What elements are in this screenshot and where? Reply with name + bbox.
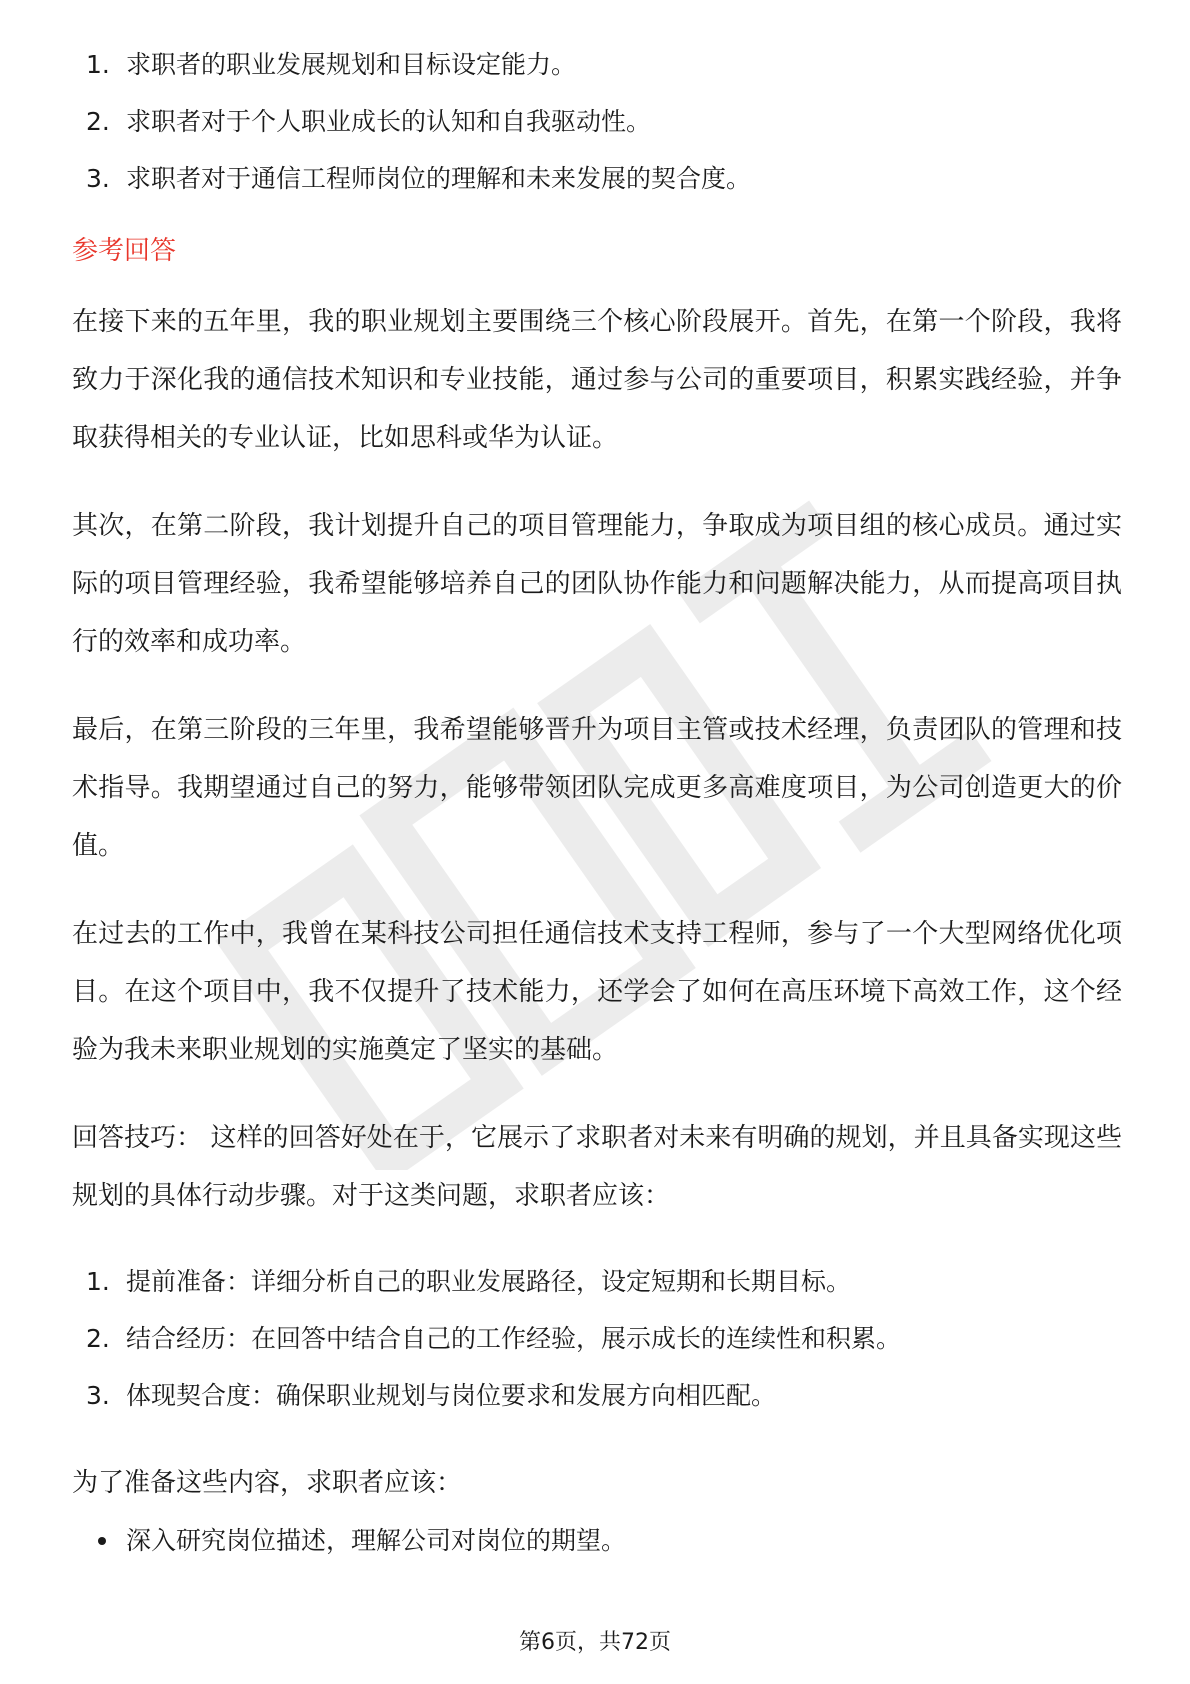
list-item-text: 求职者对于通信工程师岗位的理解和未来发展的契合度。	[126, 164, 752, 193]
tips-list	[72, 1253, 1122, 1424]
answer-paragraph: 在接下来的五年里，我的职业规划主要围绕三个核心阶段展开。首先，在第一个阶段，我将致力于深化我的通信技术知识和专业技能，通过参与公司的重要项目，积累实践经验，并争取获得相关的专业认证，比如思科或华为认证。	[72, 307, 1122, 453]
list-item	[72, 1253, 1122, 1310]
prepare-bullet-list	[72, 1512, 1122, 1569]
bullet-item-text: 深入研究岗位描述，理解公司对岗位的期望。	[126, 1526, 627, 1555]
list-item-text: 提前准备：详细分析自己的职业发展路径，设定短期和长期目标。	[126, 1267, 852, 1296]
bullet-dot-icon	[98, 1537, 106, 1545]
list-item-text: 结合经历：在回答中结合自己的工作经验，展示成长的连续性和积累。	[126, 1324, 902, 1353]
list-item-text: 求职者对于个人职业成长的认知和自我驱动性。	[126, 107, 652, 136]
page-number-footer: 第6页，共72页	[519, 1630, 671, 1655]
list-item-text: 求职者的职业发展规划和目标设定能力。	[126, 50, 577, 79]
list-item	[72, 93, 1122, 150]
bullet-item	[72, 1512, 1122, 1569]
page-content	[72, 36, 1122, 1569]
list-item	[72, 1310, 1122, 1367]
list-number: 3.	[86, 1381, 110, 1410]
answer-paragraph: 在过去的工作中，我曾在某科技公司担任通信技术支持工程师，参与了一个大型网络优化项目。在这个项目中，我不仅提升了技术能力，还学会了如何在高压环境下高效工作，这个经验为我未来职业规划的实施奠定了坚实的基础。	[72, 919, 1122, 1065]
section-title-reference-answer: 参考回答	[72, 236, 177, 266]
evaluation-points-list	[72, 36, 1122, 207]
list-number: 1.	[86, 50, 110, 79]
list-number: 2.	[86, 1324, 110, 1353]
list-number: 1.	[86, 1267, 110, 1296]
answer-tips-paragraph: 回答技巧： 这样的回答好处在于，它展示了求职者对未来有明确的规划，并且具备实现这些规划的具体行动步骤。对于这类问题，求职者应该：	[72, 1123, 1122, 1211]
answer-paragraph: 其次，在第二阶段，我计划提升自己的项目管理能力，争取成为项目组的核心成员。通过实际的项目管理经验，我希望能够培养自己的团队协作能力和问题解决能力，从而提高项目执行的效率和成功率。	[72, 511, 1122, 657]
list-item	[72, 36, 1122, 93]
list-item	[72, 1367, 1122, 1424]
list-number: 3.	[86, 164, 110, 193]
answer-paragraph: 最后，在第三阶段的三年里，我希望能够晋升为项目主管或技术经理，负责团队的管理和技术指导。我期望通过自己的努力，能够带领团队完成更多高难度项目，为公司创造更大的价值。	[72, 715, 1122, 861]
list-item-text: 体现契合度：确保职业规划与岗位要求和发展方向相匹配。	[126, 1381, 777, 1410]
list-item	[72, 150, 1122, 207]
list-number: 2.	[86, 107, 110, 136]
prepare-intro: 为了准备这些内容，求职者应该：	[72, 1468, 463, 1498]
